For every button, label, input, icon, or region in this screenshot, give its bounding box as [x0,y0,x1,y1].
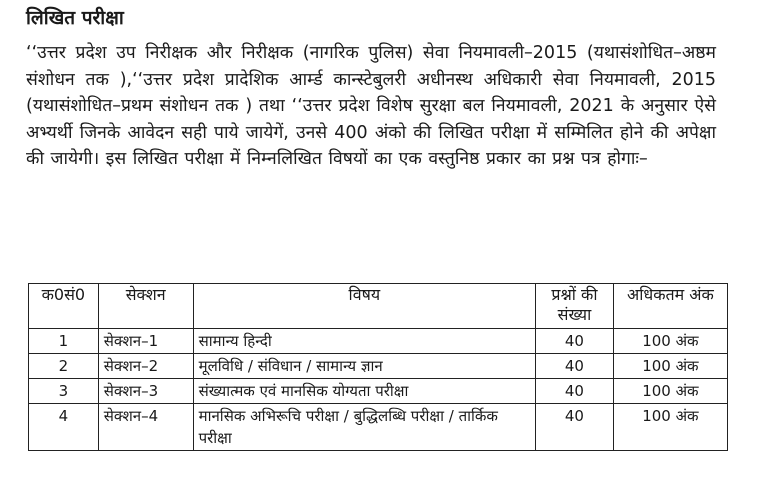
header-subject: विषय [193,284,535,329]
row-section: सेक्शन–3 [98,379,193,404]
syllabus-table [28,283,728,451]
header-serial-number: क0सं0 [29,284,99,329]
header-max-marks: अधिकतम अंक [613,284,727,329]
row-max-marks: 100 अंक [613,354,727,379]
row-question-count: 40 [536,329,614,354]
row-subject: मानसिक अभिरूचि परीक्षा / बुद्धिलब्धि परीक्षा / तार्किक परीक्षा [193,404,535,451]
row-question-count: 40 [536,404,614,451]
row-serial-number: 2 [29,354,99,379]
row-subject: संख्यात्मक एवं मानसिक योग्यता परीक्षा [193,379,535,404]
table-row [29,404,728,451]
table-header-row [29,284,728,329]
row-subject: मूलविधि / संविधान / सामान्य ज्ञान [193,354,535,379]
row-subject: सामान्य हिन्दी [193,329,535,354]
header-section: सेक्शन [98,284,193,329]
section-heading: लिखित परीक्षा [26,7,124,29]
row-serial-number: 4 [29,404,99,451]
table-row [29,379,728,404]
row-section: सेक्शन–2 [98,354,193,379]
row-max-marks: 100 अंक [613,404,727,451]
row-section: सेक्शन–1 [98,329,193,354]
row-max-marks: 100 अंक [613,379,727,404]
exam-description-paragraph: ‘‘उत्तर प्रदेश उप निरीक्षक और निरीक्षक (नागरिक पुलिस) सेवा नियमावली–2015 (यथासंशोधित–अष्ठम संशोधन तक ),‘‘उत्तर प्रदेश प्रादेशिक आर्म्ड कान्स्टेबुलरी अधीनस्थ अधिकारी सेवा नियमावली, 2015 (यथासंशोधित–प्रथम संशोधन तक ) तथा ‘‘उत्तर प्रदेश विशेष सुरक्षा बल नियमावली, 2021 के अनुसार ऐसे अभ्यर्थी जिनके आवेदन सही पाये जायेगें, उनसे 400 अंको की लिखित परीक्षा में सम्मिलित होने की अपेक्षा की जायेगी। इस लिखित परीक्षा में निम्नलिखित विषयों का एक वस्तुनिष्ठ प्रकार का प्रश्न पत्र होगाः– [26,43,716,169]
header-question-count: प्रश्नों की संख्या [536,284,614,329]
table-row [29,329,728,354]
table-row [29,354,728,379]
row-question-count: 40 [536,379,614,404]
row-section: सेक्शन–4 [98,404,193,451]
row-max-marks: 100 अंक [613,329,727,354]
row-question-count: 40 [536,354,614,379]
row-serial-number: 3 [29,379,99,404]
row-serial-number: 1 [29,329,99,354]
